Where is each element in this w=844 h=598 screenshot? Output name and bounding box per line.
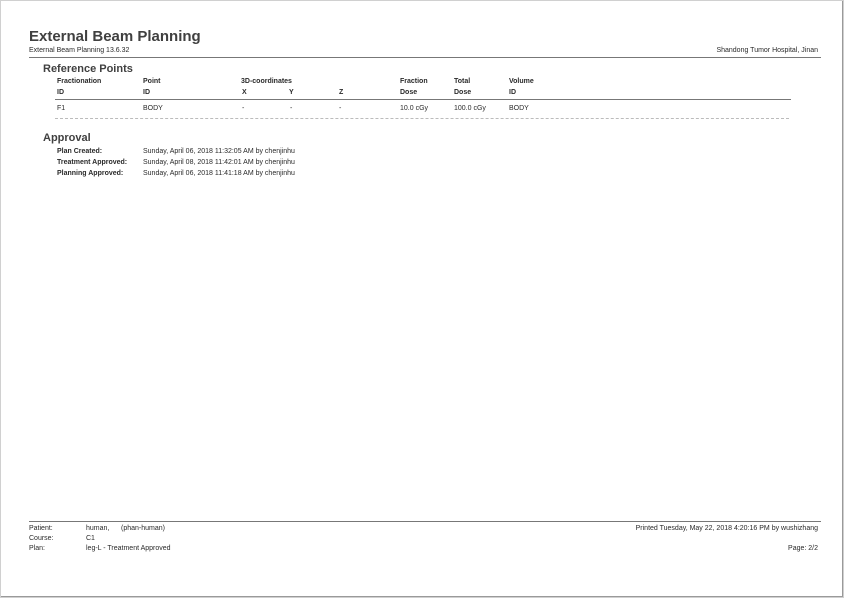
col-total-dose: Dose	[454, 89, 472, 96]
col-fractionation: Fractionation	[57, 78, 102, 85]
hospital-name: Shandong Tumor Hospital, Jinan	[716, 47, 818, 54]
cell-point-id: BODY	[143, 105, 163, 112]
plan-label: Plan:	[29, 545, 45, 552]
printed-info: Printed Tuesday, May 22, 2018 4:20:16 PM by wushizhang	[635, 525, 818, 532]
table-header-divider	[55, 99, 791, 100]
reference-points-heading: Reference Points	[43, 63, 133, 75]
plan-value: leg-L - Treatment Approved	[86, 545, 171, 552]
planning-approved-value: Sunday, April 06, 2018 11:41:18 AM by chenjinhu	[143, 170, 295, 177]
cell-fractionation-id: F1	[57, 105, 66, 112]
approval-heading: Approval	[43, 132, 91, 144]
col-3d-coordinates: 3D-coordinates	[241, 78, 292, 85]
cell-z: -	[339, 105, 342, 112]
col-z: Z	[339, 89, 344, 96]
col-y: Y	[289, 89, 294, 96]
treatment-approved-label: Treatment Approved:	[57, 159, 128, 166]
footer-divider	[29, 521, 821, 522]
col-x: X	[242, 89, 247, 96]
cell-volume-id: BODY	[509, 105, 529, 112]
course-label: Course:	[29, 535, 54, 542]
col-point: Point	[143, 78, 161, 85]
cell-y: -	[290, 105, 293, 112]
course-value: C1	[86, 535, 95, 542]
col-total: Total	[454, 78, 471, 85]
col-fractionation-id: ID	[57, 89, 64, 96]
treatment-approved-value: Sunday, April 08, 2018 11:42:01 AM by chenjinhu	[143, 159, 295, 166]
planning-approved-label: Planning Approved:	[57, 170, 124, 177]
cell-fraction-dose: 10.0 cGy	[400, 105, 429, 112]
report-title: External Beam Planning	[29, 28, 201, 45]
patient-id: (phan-human)	[121, 525, 165, 532]
report-page	[1, 1, 843, 597]
page-number: Page: 2/2	[788, 545, 818, 552]
col-fraction-dose: Dose	[400, 89, 418, 96]
col-point-id: ID	[143, 89, 150, 96]
report-subtitle: External Beam Planning 13.6.32	[29, 47, 130, 54]
patient-value: human,	[86, 525, 110, 532]
col-fraction: Fraction	[400, 78, 428, 85]
table-row-divider	[55, 118, 789, 119]
cell-total-dose: 100.0 cGy	[454, 105, 486, 112]
col-volume-id: ID	[509, 89, 516, 96]
plan-created-value: Sunday, April 06, 2018 11:32:05 AM by chenjinhu	[143, 148, 295, 155]
plan-created-label: Plan Created:	[57, 148, 103, 155]
col-volume: Volume	[509, 78, 534, 85]
cell-x: -	[242, 105, 245, 112]
patient-label: Patient:	[29, 525, 53, 532]
header-divider	[29, 57, 821, 58]
